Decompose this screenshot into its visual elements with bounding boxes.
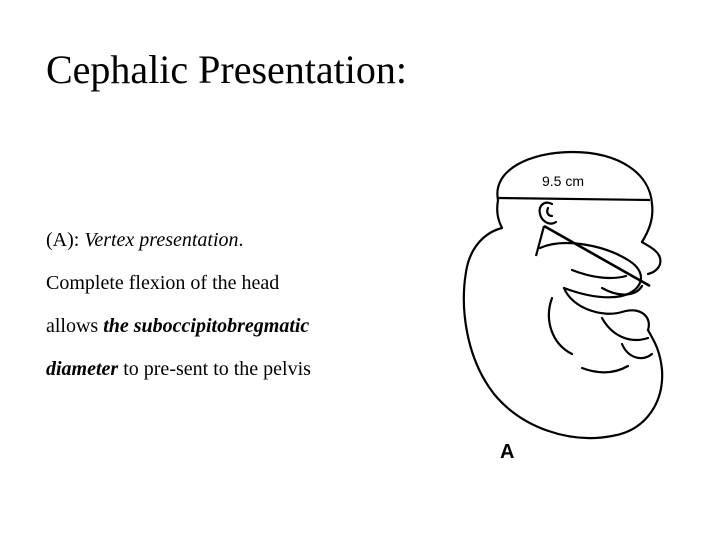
line4-suffix: to pre-sent to the pelvis [118,358,311,380]
line3-prefix: allows [46,315,104,337]
slide-title: Cephalic Presentation: [46,47,408,92]
suboccipitobregmatic-term: the suboccipitobregmatic [103,315,310,337]
body-line-2: Complete flexion of the head [46,272,280,294]
body-line-1 [46,222,416,265]
fetal-head-outline [497,152,652,242]
panel-label: A [500,441,515,463]
diameter-term: diameter [46,358,119,380]
vertex-presentation-term: Vertex presentation [84,229,239,251]
body-text [46,222,416,394]
line1-suffix: . [238,229,244,251]
body-line-3 [46,308,416,351]
measurement-label: 9.5 cm [542,173,585,189]
fetus-illustration [452,148,682,468]
body-line-4 [46,351,416,394]
fetal-face-outline [642,242,660,274]
diameter-line-95 [498,198,650,200]
line1-prefix: (A): [46,229,85,251]
